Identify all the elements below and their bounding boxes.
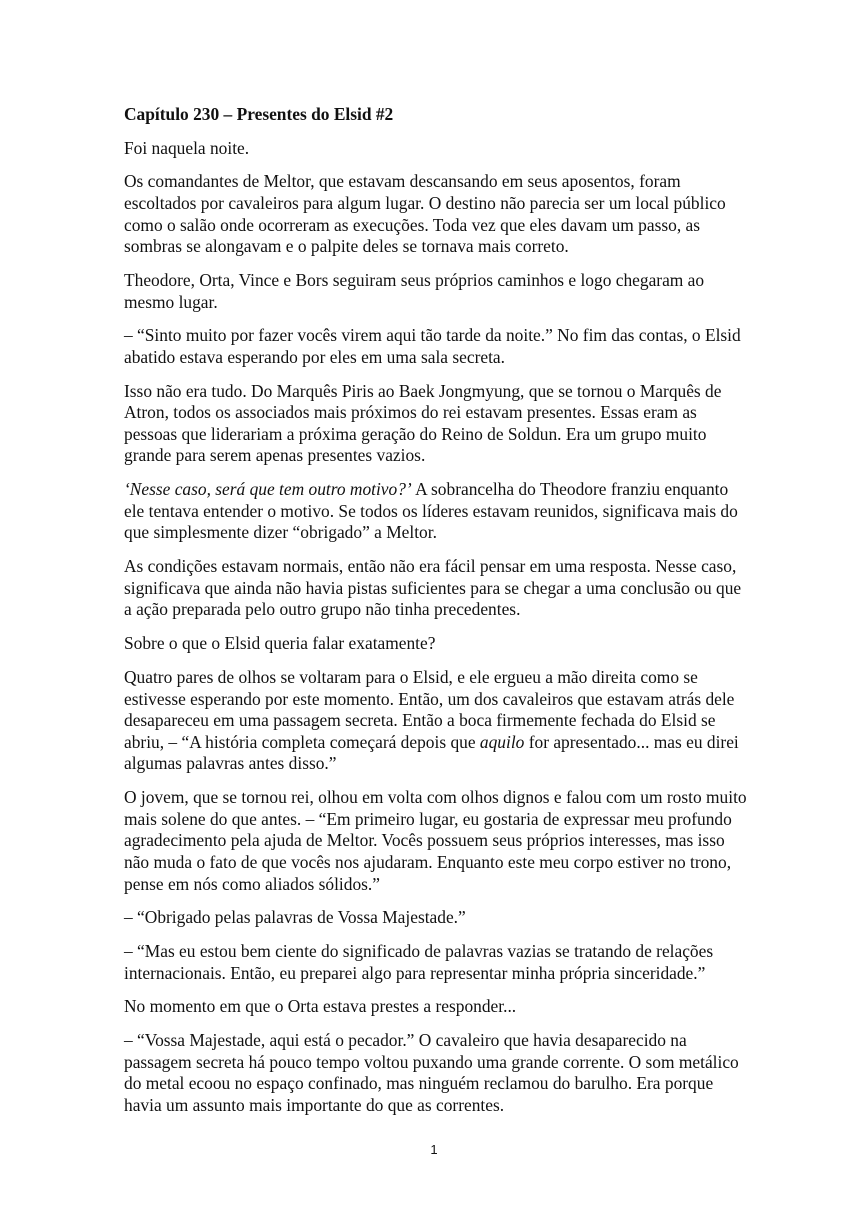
page-number: 1 [430,1142,438,1157]
paragraph-text: Quatro pares de olhos se voltaram para o Elsid, e ele ergueu a mão direita como se estivesse esperando por este momento. Então, um dos cavaleiros que estavam atrás dele desapareceu em uma passagem secreta. Então a boca firmemente fechada do Elsid se abriu, – “A história completa começará depois que [124,666,735,752]
paragraph: – “Vossa Majestade, aqui está o pecador.” O cavaleiro que havia desaparecido na passagem secreta há pouco tempo voltou puxando uma grande corrente. O som metálico do metal ecoou no espaço confinado, mas ninguém reclamou do barulho. Era porque havia um assunto mais importante do que as correntes. [124,1030,739,1115]
paragraph: No momento em que o Orta estava prestes a responder... [124,996,517,1017]
paragraph: As condições estavam normais, então não era fácil pensar em uma resposta. Nesse caso, significava que ainda não havia pistas suficientes para se chegar a uma conclusão ou que a ação preparada pelo outro grupo não tinha precedentes. [124,556,742,620]
page-content [124,104,748,1129]
paragraph: – “Obrigado pelas palavras de Vossa Majestade.” [124,907,466,928]
italic-thought: ‘Nesse caso, será que tem outro motivo?’ [124,479,412,500]
paragraph-text: A sobrancelha do Theodore franziu enquanto ele tentava entender o motivo. Se todos os líderes estavam reunidos, significava mais do que simplesmente dizer “obrigado” a Meltor. [124,479,738,543]
paragraph-text: for apresentado... mas eu direi algumas palavras antes disso.” [124,731,739,774]
paragraph: Os comandantes de Meltor, que estavam descansando em seus aposentos, foram escoltados por cavaleiros para algum lugar. O destino não parecia ser um local público como o salão onde ocorreram as execuções. Toda vez que eles davam um passo, as sombras se alongavam e o palpite deles se tornava mais correto. [124,171,726,257]
paragraph [124,479,748,544]
paragraph: – “Mas eu estou bem ciente do significado de palavras vazias se tratando de relações internacionais. Então, eu preparei algo para representar minha própria sinceridade.” [124,941,714,983]
paragraph: Foi naquela noite. [124,137,250,158]
italic-word: aquilo [479,731,525,752]
paragraph: Theodore, Orta, Vince e Bors seguiram seus próprios caminhos e logo chegaram ao mesmo lugar. [124,269,705,312]
paragraph: Sobre o que o Elsid queria falar exatamente? [124,633,436,654]
chapter-title: Capítulo 230 – Presentes do Elsid #2 [124,104,394,124]
paragraph: – “Sinto muito por fazer vocês virem aqui tão tarde da noite.” No fim das contas, o Elsid abatido estava esperando por eles em uma sala secreta. [124,325,741,367]
paragraph: O jovem, que se tornou rei, olhou em volta com olhos dignos e falou com um rosto muito mais solene do que antes. – “Em primeiro lugar, eu gostaria de expressar meu profundo agradecimento pela ajuda de Meltor. Vocês possuem seus próprios interesses, mas isso não muda o fato de que vocês nos ajudaram. Enquanto este meu corpo estiver no trono, pense em nós como aliados sólidos.” [124,787,747,894]
paragraph: Isso não era tudo. Do Marquês Piris ao Baek Jongmyung, que se tornou o Marquês de Atron, todos os associados mais próximos do rei estavam presentes. Essas eram as pessoas que liderariam a próxima geração do Reino de Soldun. Era um grupo muito grande para serem apenas presentes vazios. [124,380,722,466]
paragraph [124,667,748,775]
